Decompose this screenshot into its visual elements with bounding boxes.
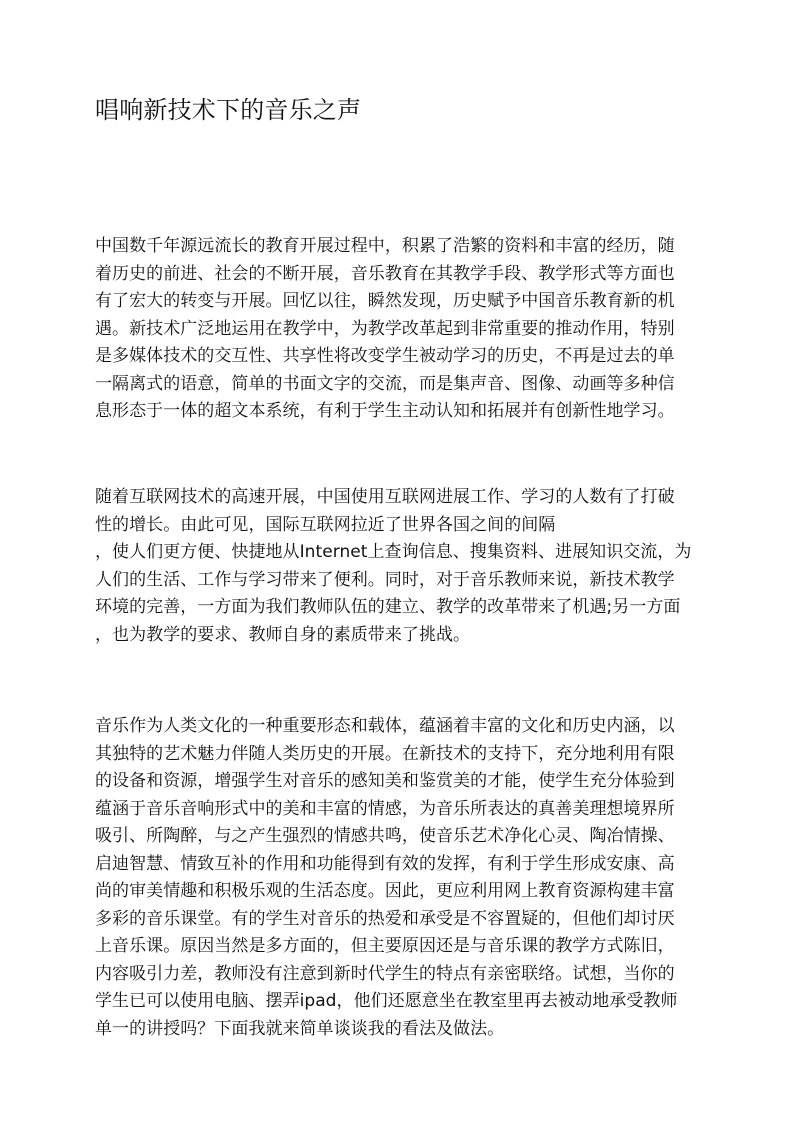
paragraph-line: 息形态于一体的超文本系统，有利于学生主动认知和拓展并有创新性地学习。 [95,401,675,421]
paragraph-line: 音乐作为人类文化的一种重要形态和载体，蕴涵着丰富的文化和历史内涵，以 [95,716,675,736]
paragraph-line: ，使人们更方便、快捷地从Internet上查询信息、搜集资料、进展知识交流，为 [95,542,692,562]
paragraph-line: 学生已可以使用电脑、摆弄ipad，他们还愿意坐在教室里再去被动地承受教师 [95,991,678,1011]
paragraph-1 [95,233,725,426]
paragraph-line: 尚的审美情趣和积极乐观的生活态度。因此，更应利用网上教育资源构建丰富 [95,881,675,901]
paragraph-line: 遇。新技术广泛地运用在教学中，为教学改革起到非常重要的推动作用，特别 [95,318,675,339]
paragraph-line: 单一的讲授吗？下面我就来简单谈谈我的看法及做法。 [95,1018,505,1039]
paragraph-line: 是多媒体技术的交互性、共享性将改变学生被动学习的历史，不再是过去的单 [95,346,675,366]
paragraph-line: 中国数千年源远流长的教育开展过程中，积累了浩繁的资料和丰富的经历，随 [95,236,675,256]
paragraph-line: 蕴涵于音乐音响形式中的美和丰富的情感，为音乐所表达的真善美理想境界所 [95,798,675,819]
paragraph-3 [95,713,725,1043]
paragraph-line: 的设备和资源，增强学生对音乐的感知美和鉴赏美的才能，使学生充分体验到 [95,771,675,791]
paragraph-line: 多彩的音乐课堂。有的学生对音乐的热爱和承受是不容置疑的，但他们却讨厌 [95,908,675,929]
paragraph-line: 性的增长。由此可见，国际互联网拉近了世界各国之间的间隔 [95,514,556,535]
paragraph-line: 启迪智慧、情致互补的作用和功能得到有效的发挥，有利于学生形成安康、高 [95,853,675,874]
paragraph-line: 随着互联网技术的高速开展，中国使用互联网进展工作、学习的人数有了打破 [95,487,675,507]
paragraph-line: 上音乐课。原因当然是多方面的，但主要原因还是与音乐课的教学方式陈旧， [95,936,675,956]
paragraph-line: ，也为教学的要求、教师自身的素质带来了挑战。 [95,624,471,645]
paragraph-line: 环境的完善，一方面为我们教师队伍的建立、教学的改革带来了机遇;另一方面 [95,597,681,617]
paragraph-2 [95,484,725,649]
document-title: 唱响新技术下的音乐之声 [95,96,362,124]
paragraph-line: 一隔离式的语意，简单的书面文字的交流，而是集声音、图像、动画等多种信 [95,373,675,394]
paragraph-line: 着历史的前进、社会的不断开展，音乐教育在其教学手段、教学形式等方面也 [95,263,675,284]
paragraph-line: 其独特的艺术魅力伴随人类历史的开展。在新技术的支持下，充分地利用有限 [95,743,675,764]
paragraph-line: 有了宏大的转变与开展。回忆以往，瞬然发现，历史赋予中国音乐教育新的机 [95,291,675,311]
paragraph-line: 吸引、所陶醉，与之产生强烈的情感共鸣，使音乐艺术净化心灵、陶冶情操、 [95,826,675,846]
paragraph-line: 人们的生活、工作与学习带来了便利。同时，对于音乐教师来说，新技术教学 [95,569,675,590]
paragraph-line: 内容吸引力差，教师没有注意到新时代学生的特点有亲密联络。试想，当你的 [95,963,675,984]
